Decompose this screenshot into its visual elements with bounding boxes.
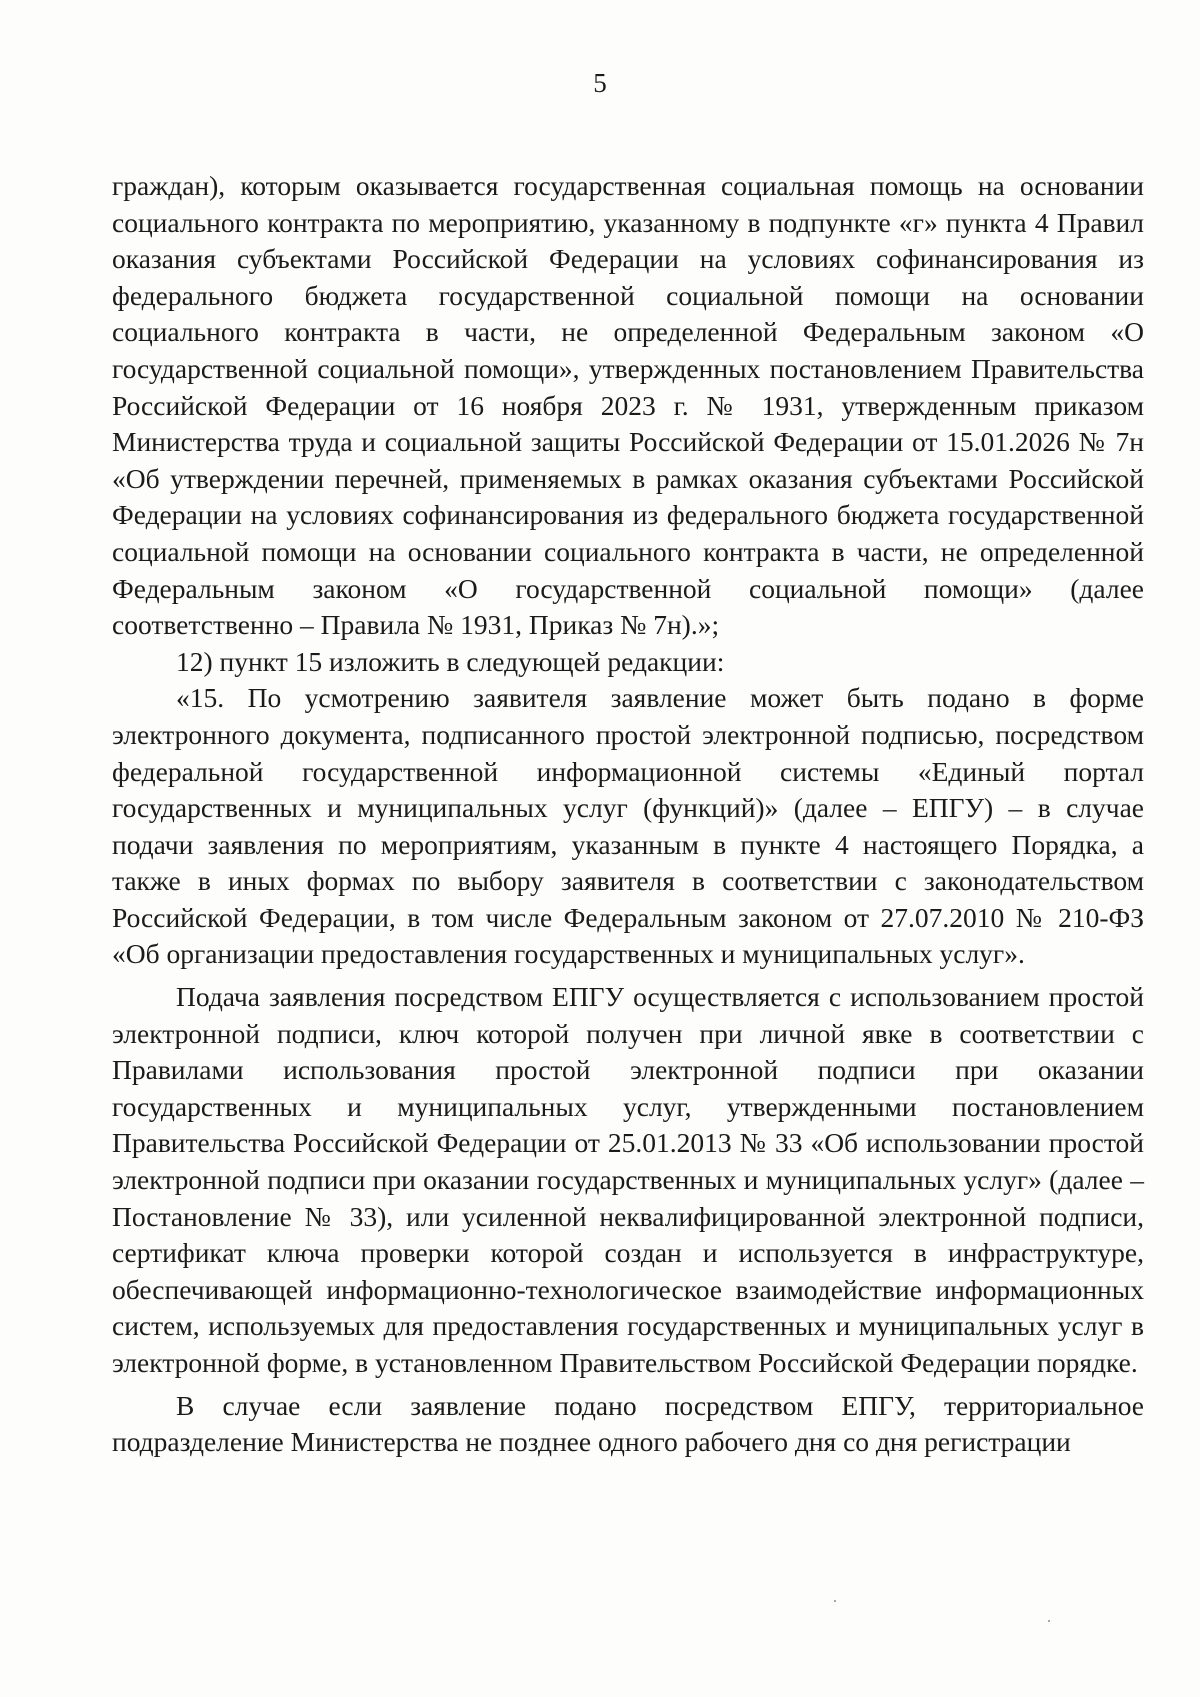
document-body [112,168,1144,1461]
scan-speck [1048,1620,1050,1622]
page-number: 5 [593,68,607,98]
paragraph-continuation: граждан), которым оказывается государственная социальная помощь на основании социального контракта по мероприятию, указанному в подпункте «г» пункта 4 Правил оказания субъектами Российской Федерации на условиях софинансирования из федерального бюджета государственной социальной помощи на основании социального контракта в части, не определенной Федеральным законом «О государственной социальной помощи», утвержденных постановлением Правительства Российской Федерации от 16 ноября 2023 г. № 1931, утвержденным приказом Министерства труда и социальной защиты Российской Федерации от 15.01.2026 № 7н «Об утверждении перечней, применяемых в рамках оказания субъектами Российской Федерации на условиях софинансирования из федерального бюджета государственной социальной помощи на основании социального контракта в части, не определенной Федеральным законом «О государственной социальной помощи» (далее соответственно – Правила № 1931, Приказ № 7н).»; [112,170,1144,641]
list-item-12: 12) пункт 15 изложить в следующей редакции: [176,645,725,677]
paragraph-epgu-registration: В случае если заявление подано посредством ЕПГУ, территориальное подразделение Министерства не позднее одного рабочего дня со дня регистрации [112,1389,1144,1458]
paragraph-item-15: «15. По усмотрению заявителя заявление может быть подано в форме электронного документа, подписанного простой электронной подписью, посредством федеральной государственной информационной системы «Единый портал государственных и муниципальных услуг (функций)» (далее – ЕПГУ) – в случае подачи заявления по мероприятиям, указанным в пункте 4 настоящего Порядка, а также в иных формах по выбору заявителя в соответствии с законодательством Российской Федерации, в том числе Федеральным законом от 27.07.2010 № 210-ФЗ «Об организации предоставления государственных и муниципальных услуг». [112,682,1144,970]
paragraph-epgu-signature: Подача заявления посредством ЕПГУ осуществляется с использованием простой электронной подписи, ключ которой получен при личной явке в соответствии с Правилами использования простой электронной подписи при оказании государственных и муниципальных услуг, утвержденными постановлением Правительства Российской Федерации от 25.01.2013 № 33 «Об использовании простой электронной подписи при оказании государственных и муниципальных услуг» (далее – Постановление № 33), или усиленной неквалифицированной электронной подписи, сертификат ключа проверки которой создан и используется в инфраструктуре, обеспечивающей информационно-технологическое взаимодействие информационных систем, используемых для предоставления государственных и муниципальных услуг в электронной форме, в установленном Правительством Российской Федерации порядке. [112,981,1144,1378]
scan-speck [834,1600,836,1602]
